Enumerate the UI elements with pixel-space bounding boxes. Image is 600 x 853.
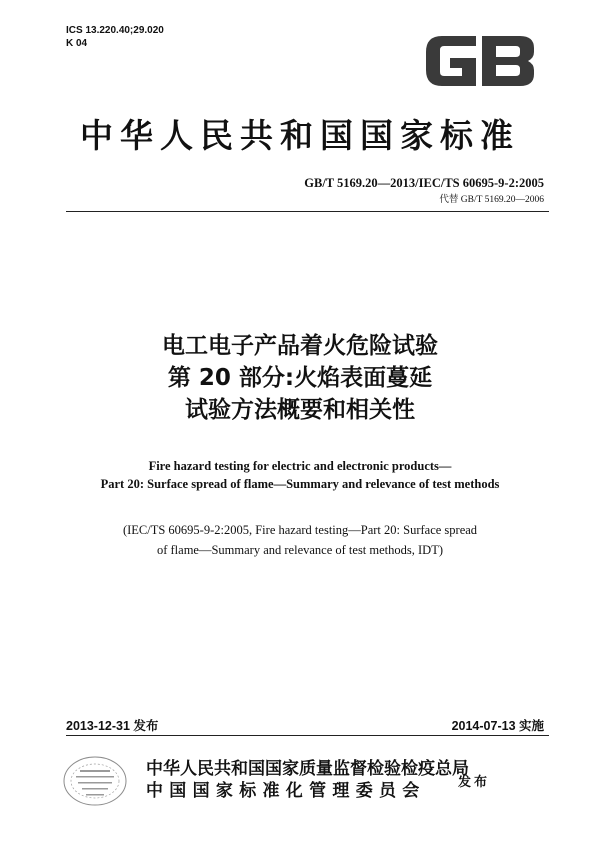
- seal-stamp-icon: [60, 752, 130, 810]
- issuer-sac: 中国国家标准化管理委员会: [146, 781, 426, 801]
- bottom-divider: [66, 735, 549, 736]
- replaces-note: 代替 GB/T 5169.20—2006: [439, 195, 544, 205]
- gb-logo: [422, 30, 538, 92]
- issuing-authorities: [146, 758, 469, 802]
- ics-code: ICS 13.220.40;29.020: [66, 25, 164, 36]
- adoption-note: [0, 520, 600, 560]
- english-title-line-2: Part 20: Surface spread of flame—Summary and relevance of test methods: [100, 477, 500, 491]
- english-title-line-1: Fire hazard testing for electric and electronic products—: [148, 459, 452, 473]
- adoption-note-line-1: (IEC/TS 60695-9-2:2005, Fire hazard testing—Part 20: Surface spread: [122, 523, 478, 537]
- issuer-aqsiq: 中华人民共和国国家质量监督检验检疫总局: [146, 759, 469, 779]
- national-standard-title: 中华人民共和国国家标准: [80, 116, 520, 155]
- implementation-date: 2014-07-13 实施: [451, 719, 544, 733]
- publish-label: 发布: [458, 775, 491, 790]
- english-title: [0, 457, 600, 493]
- gb-logo-g-shape: [426, 36, 476, 86]
- chinese-title: [0, 330, 600, 426]
- classification-codes: [66, 24, 164, 50]
- issue-date: 2013-12-31 发布: [66, 719, 159, 733]
- chinese-title-line-3: 试验方法概要和相关性: [185, 397, 415, 423]
- chinese-title-line-2: 第 20 部分:火焰表面蔓延: [167, 365, 433, 391]
- ccs-code: K 04: [66, 38, 88, 49]
- top-divider: [66, 211, 549, 212]
- chinese-title-line-1: 电工电子产品着火危险试验: [162, 333, 438, 359]
- adoption-note-line-2: of flame—Summary and relevance of test methods, IDT): [156, 543, 444, 557]
- gb-logo-b-shape: [482, 36, 534, 86]
- standard-number: GB/T 5169.20—2013/IEC/TS 60695-9-2:2005: [304, 176, 544, 190]
